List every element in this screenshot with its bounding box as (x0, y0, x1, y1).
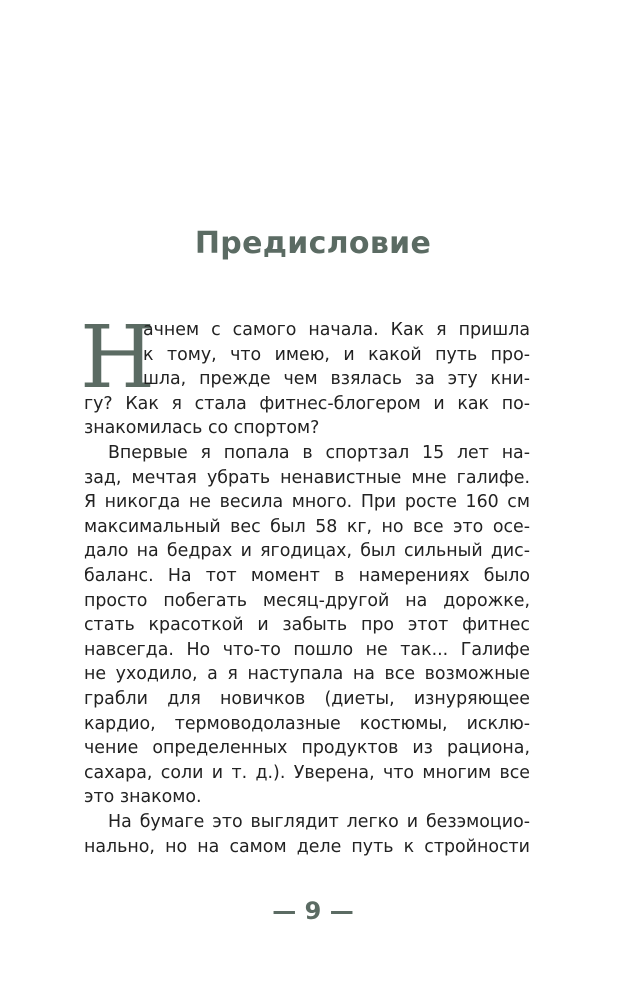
text-line: это знакомо. (84, 787, 202, 808)
text-line: кардио, термоводолазные костюмы, исклю- (84, 713, 530, 734)
paragraph (84, 810, 530, 859)
text-line: шла, прежде чем взялась за эту кни- (143, 369, 530, 390)
text-line: На бумаге это выглядит легко и безэмоцио- (108, 811, 530, 832)
text-line: не уходило, а я наступала на все возможные (84, 664, 530, 685)
text-line: дало на бедрах и ягодицах, был сильный дис- (84, 541, 530, 562)
text-line: знакомилась со спортом? (84, 418, 320, 439)
text-line: ачнем с самого начала. Как я пришла (143, 320, 530, 340)
chapter-title: Предисловие (194, 226, 432, 261)
text-line: баланс. На тот момент в намерениях было (84, 565, 530, 586)
text-line: просто побегать месяц-другой на дорожке, (84, 590, 530, 611)
text-line: максимальный вес был 58 кг, но все это осе- (84, 516, 530, 537)
text-line: навсегда. Но что-то пошло не так... Галифе (84, 639, 530, 660)
text-line: грабли для новичков (диеты, изнуряющее (84, 688, 530, 709)
paragraph (84, 441, 530, 810)
text-line: Я никогда не весила много. При росте 160 см (84, 492, 530, 513)
text-line: зад, мечтая убрать ненавистные мне галифе. (84, 467, 530, 488)
text-line: нально, но на самом деле путь к стройности (84, 836, 530, 857)
text-line: к тому, что имею, и какой путь про- (143, 344, 530, 365)
text-line: Впервые я попала в спортзал 15 лет на- (108, 443, 530, 463)
text-line: стать красоткой и забыть про этот фитнес (84, 615, 530, 636)
body-text (80, 308, 530, 859)
opening-paragraph (80, 308, 530, 441)
text-line: гу? Как я стала фитнес-блогером и как по- (84, 393, 530, 414)
drop-cap: Н (80, 308, 155, 408)
page-number: — 9 — (272, 897, 354, 925)
text-line: чение определенных продуктов из рациона, (84, 738, 530, 759)
text-line: сахара, соли и т. д.). Уверена, что многим все (84, 762, 530, 783)
